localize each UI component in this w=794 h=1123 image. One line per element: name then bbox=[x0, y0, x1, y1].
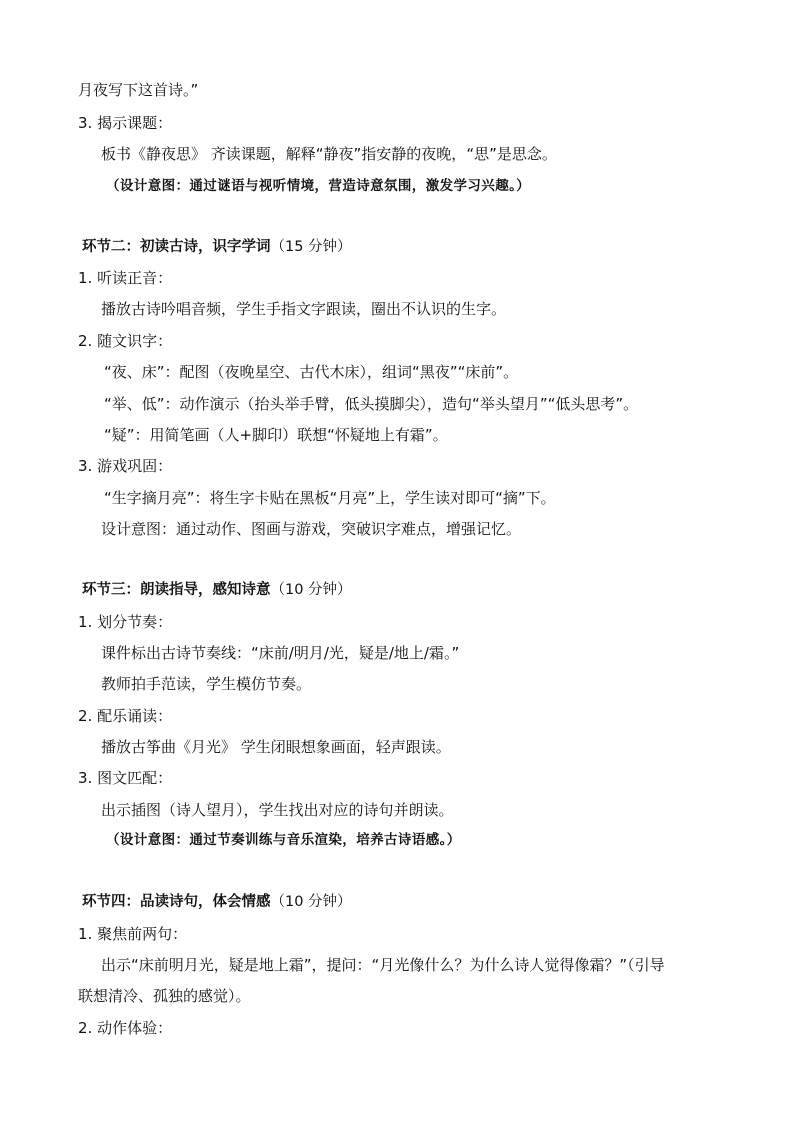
list-item-title: 1. 聚焦前两句： bbox=[78, 925, 188, 943]
design-intent-note: （设计意图：通过谜语与视听情境，营造诗意氛围，激发学习兴趣。） bbox=[106, 178, 531, 194]
section-duration: （15 分钟） bbox=[270, 239, 352, 255]
text-line: 出示插图（诗人望月），学生找出对应的诗句并朗读。 bbox=[101, 801, 454, 819]
text-line: “生字摘月亮”：将生字卡贴在黑板“月亮”上，学生读对即可“摘”下。 bbox=[104, 489, 556, 507]
list-item-title: 2. 配乐诵读： bbox=[78, 707, 173, 725]
section-heading bbox=[82, 892, 352, 912]
text-line: 板书《静夜思》 齐读课题，解释“静夜”指安静的夜晚，“思”是思念。 bbox=[101, 145, 557, 163]
section-title: 环节三：朗读指导，感知诗意 bbox=[82, 582, 271, 598]
list-item-title: 3. 揭示课题： bbox=[78, 114, 173, 132]
section-duration: （10 分钟） bbox=[270, 894, 352, 910]
text-line: 课件标出古诗节奏线：“床前/明月/光，疑是/地上/霜。” bbox=[101, 644, 460, 662]
text-line: “举、低”：动作演示（抬头举手臂，低头摸脚尖），造句“举头望月”“低头思考”。 bbox=[104, 395, 639, 413]
list-item-title: 3. 游戏巩固： bbox=[78, 457, 173, 475]
list-item-title: 2. 随文识字： bbox=[78, 332, 173, 350]
list-item-title: 2. 动作体验： bbox=[78, 1019, 173, 1037]
text-line: 教师拍手范读，学生模仿节奏。 bbox=[101, 675, 312, 693]
text-line: 播放古筝曲《月光》 学生闭眼想象画面，轻声跟读。 bbox=[101, 738, 451, 756]
list-item-title: 3. 图文匹配： bbox=[78, 769, 173, 787]
section-duration: （10 分钟） bbox=[270, 582, 352, 598]
design-intent-note: （设计意图：通过节奏训练与音乐渲染，培养古诗语感。） bbox=[106, 832, 461, 848]
text-line: “夜、床”：配图（夜晚星空、古代木床），组词“黑夜”“床前”。 bbox=[104, 363, 519, 381]
section-heading bbox=[82, 237, 352, 257]
text-line: 设计意图：通过动作、图画与游戏，突破识字难点，增强记忆。 bbox=[101, 520, 522, 538]
text-line: 播放古诗吟唱音频，学生手指文字跟读，圈出不认识的生字。 bbox=[101, 300, 507, 318]
section-heading bbox=[82, 580, 352, 600]
text-line: 联想清冷、孤独的感觉）。 bbox=[78, 987, 251, 1005]
text-line: 出示“床前明月光，疑是地上霜”，提问：“月光像什么？为什么诗人觉得像霜？”（引导 bbox=[101, 956, 665, 974]
text-line: “疑”：用简笔画（人+脚印）联想“怀疑地上有霜”。 bbox=[104, 426, 448, 444]
list-item-title: 1. 听读正音： bbox=[78, 269, 173, 287]
section-title: 环节二：初读古诗，识字学词 bbox=[82, 239, 271, 255]
list-item-title: 1. 划分节奏： bbox=[78, 613, 173, 631]
text-line: 月夜写下这首诗。” bbox=[78, 81, 199, 99]
section-title: 环节四：品读诗句，体会情感 bbox=[82, 894, 271, 910]
